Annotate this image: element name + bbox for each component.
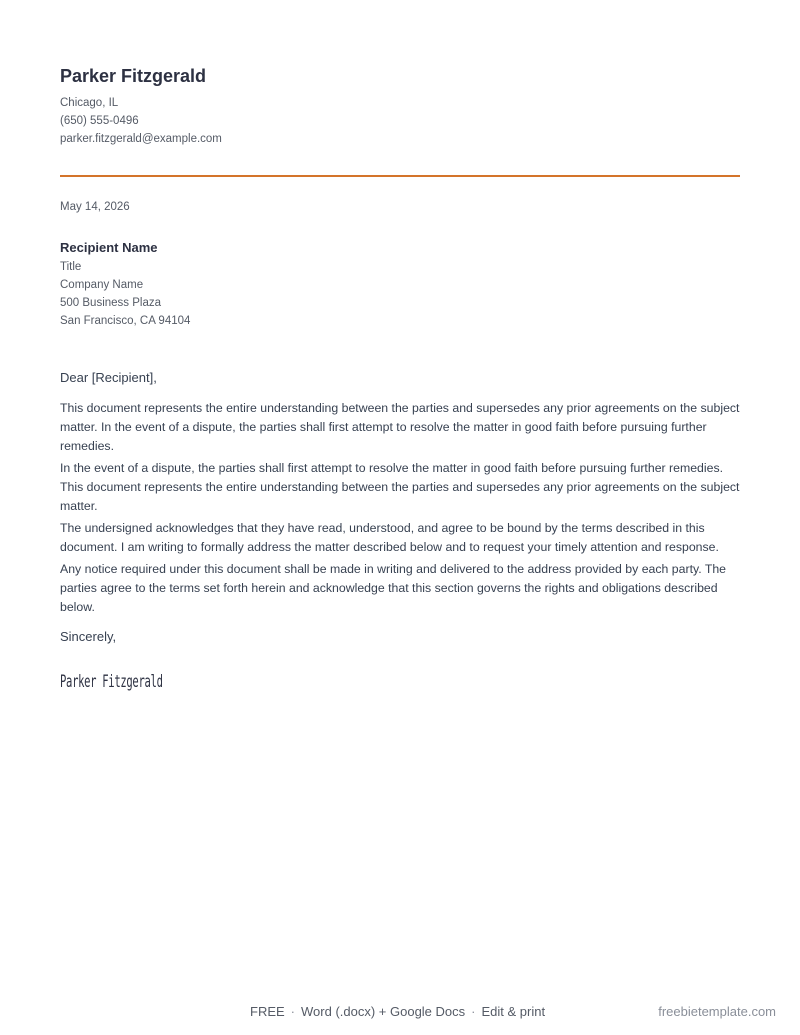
salutation: Dear [Recipient], xyxy=(60,370,157,385)
footer-bar xyxy=(0,1004,800,1024)
sender-name: Parker Fitzgerald xyxy=(60,66,207,86)
sender-location: Chicago, IL xyxy=(60,97,119,109)
recipient-name: Recipient Name xyxy=(60,240,158,255)
footer-action: Edit & print xyxy=(481,1004,546,1019)
body-paragraph: This document represents the entire understanding between the parties and supersedes any prior agreements on the subject matter. In the event of a dispute, the parties shall first attempt to resolve the matter in good faith before pursuing further remedies. xyxy=(60,401,740,453)
letter-date: May 14, 2026 xyxy=(60,201,130,213)
footer-separator: · xyxy=(290,1004,296,1019)
body-paragraph: In the event of a dispute, the parties shall first attempt to resolve the matter in good faith before pursuing further remedies. This document represents the entire understanding between the parties and supersedes any prior agreements on the subject matter. xyxy=(60,461,740,513)
footer-info xyxy=(250,1004,545,1019)
footer-separator: · xyxy=(471,1004,476,1019)
letter-body xyxy=(60,399,740,620)
recipient-company: Company Name xyxy=(60,279,144,291)
recipient-address-line-1: 500 Business Plaza xyxy=(60,297,162,309)
closing: Sincerely, xyxy=(60,629,117,644)
footer-site-link[interactable]: freebietemplate.com xyxy=(658,1004,776,1019)
sender-phone: (650) 555-0496 xyxy=(60,115,139,127)
header-divider xyxy=(60,175,740,177)
footer-price: FREE xyxy=(250,1004,285,1019)
body-paragraph: The undersigned acknowledges that they have read, understood, and agree to be bound by the terms described in this document. I am writing to formally address the matter described below and to request your timely attention and response. xyxy=(60,521,719,554)
recipient-title: Title xyxy=(60,261,82,273)
signature: Parker Fitzgerald xyxy=(60,672,163,692)
sender-email: parker.fitzgerald@example.com xyxy=(60,133,222,145)
recipient-address-line-2: San Francisco, CA 94104 xyxy=(60,315,191,327)
body-paragraph: Any notice required under this document shall be made in writing and delivered to the address provided by each party. The parties agree to the terms set forth herein and acknowledge that this section governs the rights and obligations described below. xyxy=(60,562,727,614)
footer-formats: Word (.docx) + Google Docs xyxy=(301,1004,466,1019)
